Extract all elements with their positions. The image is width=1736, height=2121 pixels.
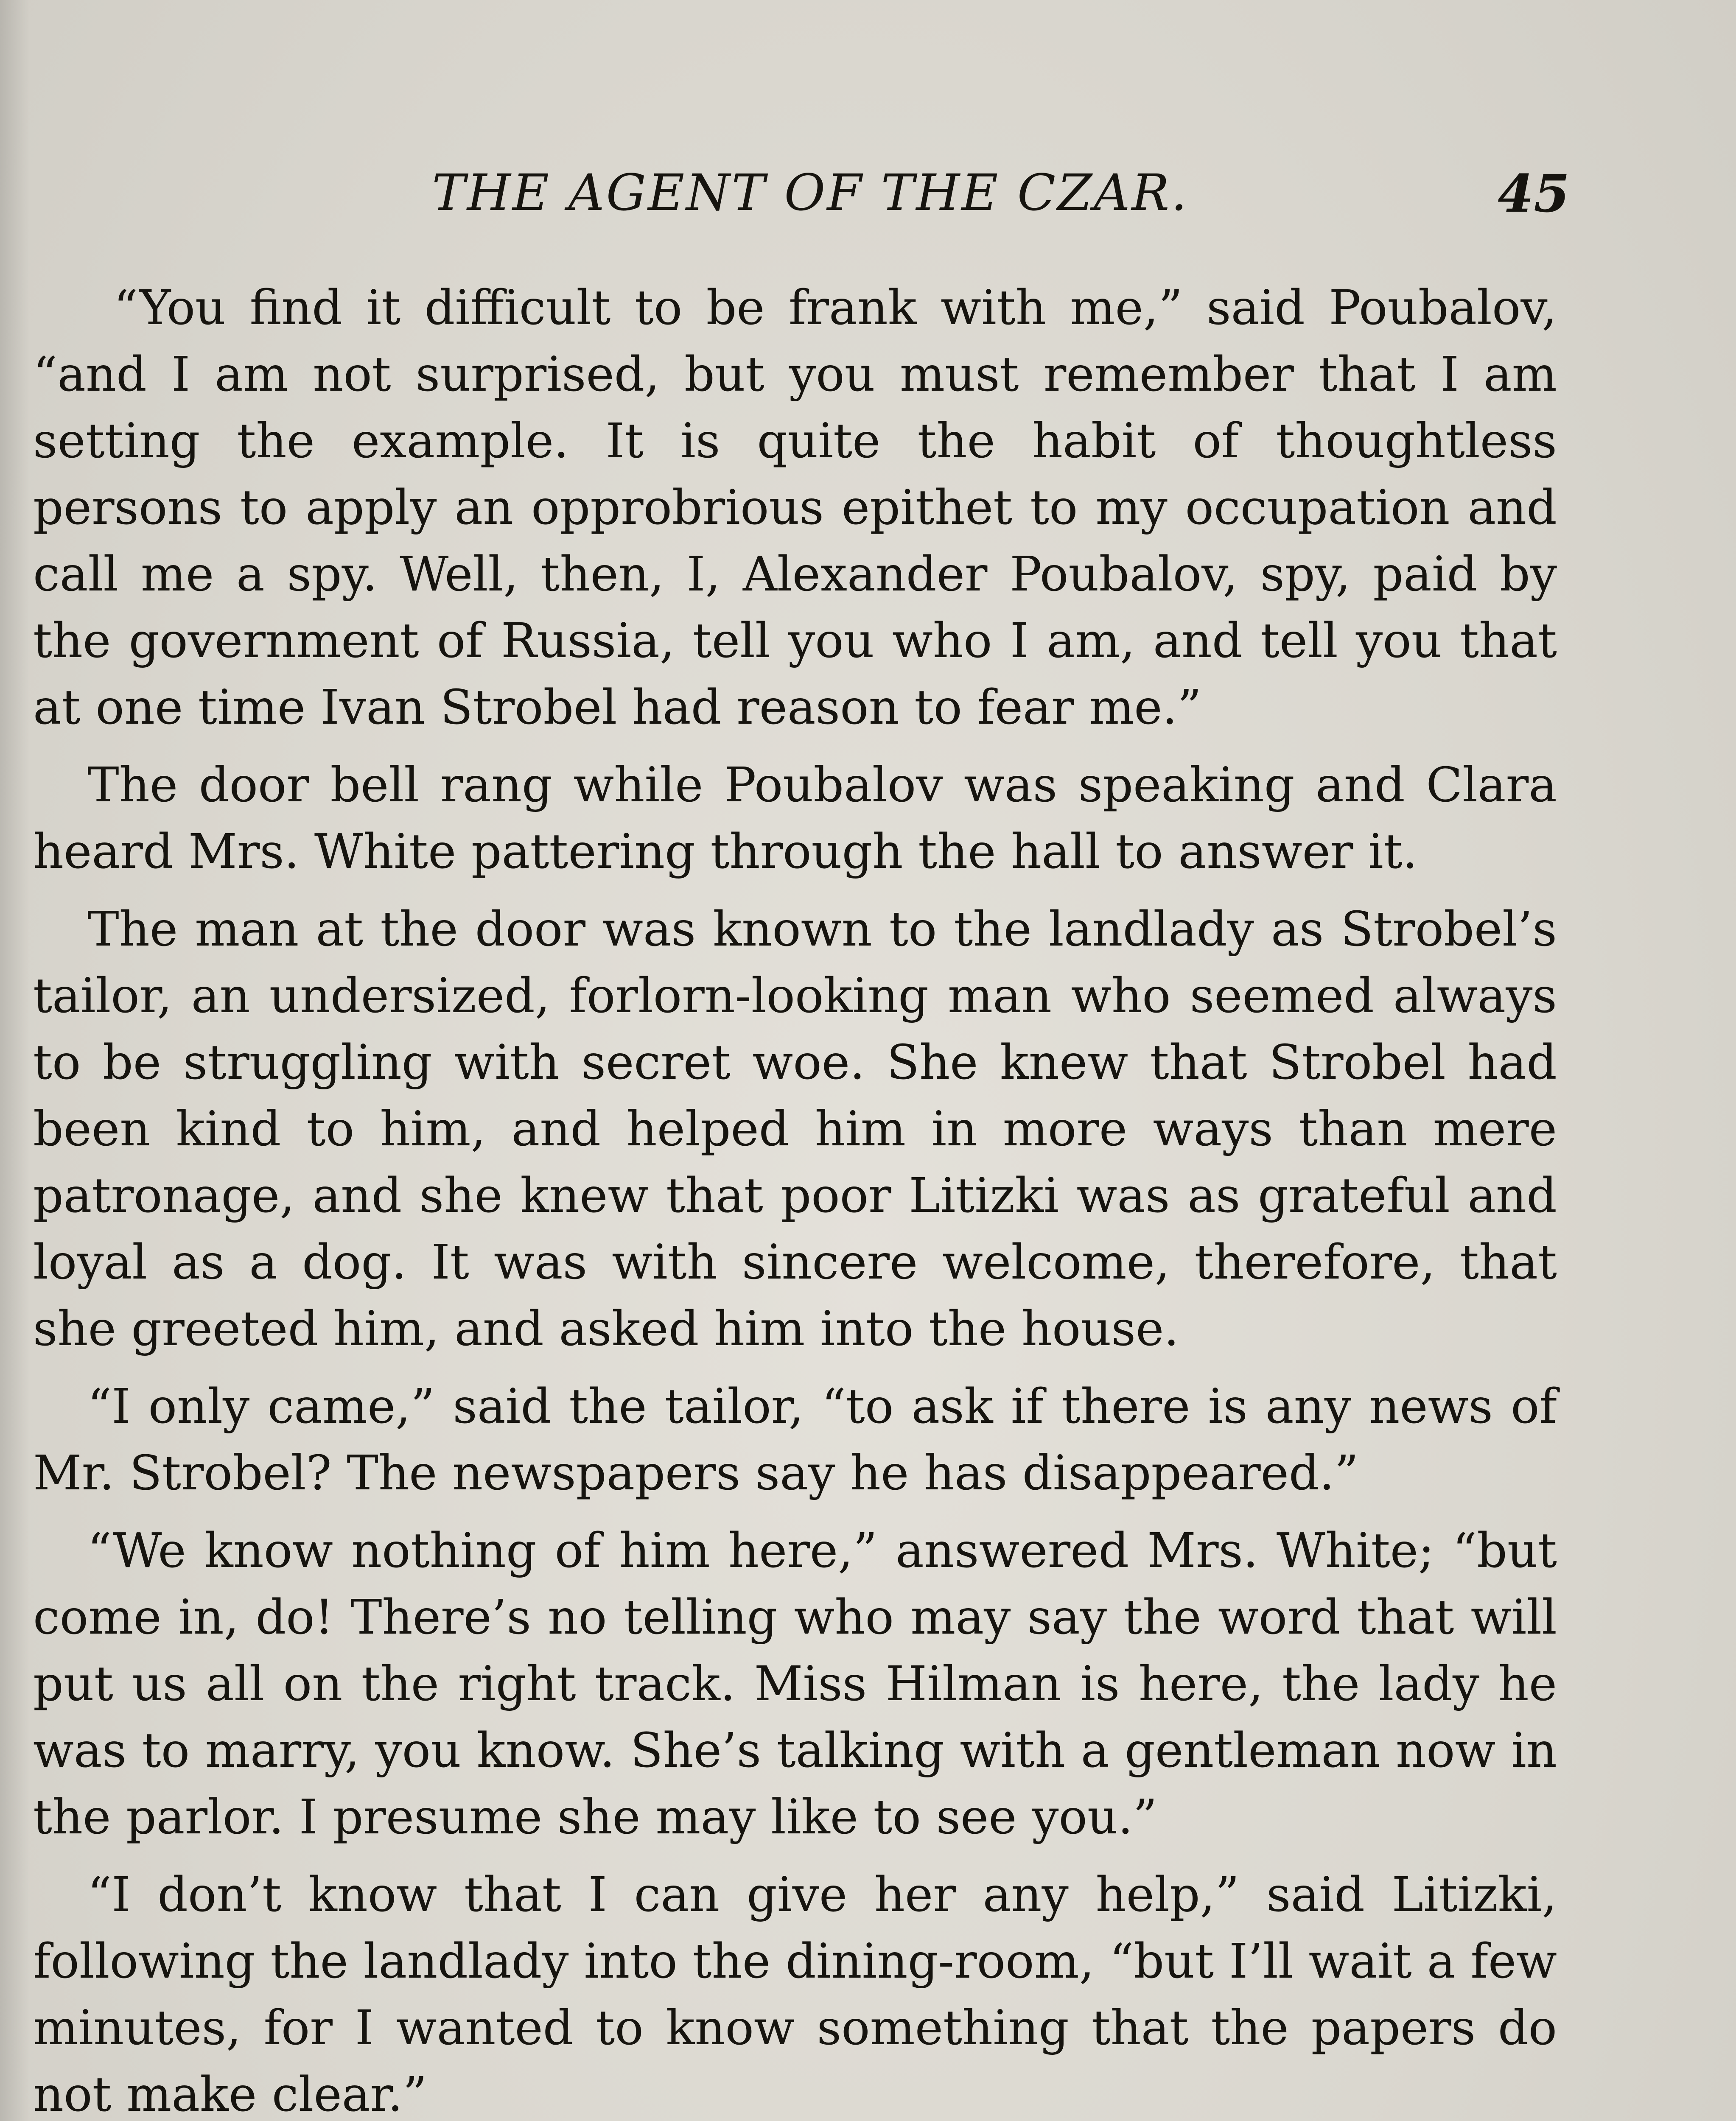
paragraph-3: The man at the door was known to the landlady as Strobel’s tailor, an undersized, forlorn-looking man who seemed always to be struggling with secret woe. She knew that Strobel had been kind to him, and helped him in more ways than mere patronage, and she knew that poor Litizki was as grateful and loyal as a dog. It was with sincere welcome, therefore, that she greeted him, and asked him into the house. xyxy=(33,902,1557,1357)
body-text xyxy=(33,275,1557,2121)
paragraph-4: “I only came,” said the tailor, “to ask if there is any news of Mr. Strobel? The newspapers say he has disappeared.” xyxy=(33,1379,1557,1501)
paragraph-6: “I don’t know that I can give her any help,” said Litizki, following the landlady into the dining-room, “but I’ll wait a few minutes, for I wanted to know something that the papers do not make clear.” xyxy=(33,1867,1557,2121)
running-title: THE AGENT OF THE CZAR. xyxy=(432,163,1189,222)
spine-shadow xyxy=(0,0,30,2121)
paragraph-1: “You find it difficult to be frank with me,” said Poubalov, “and I am not surprised, but you must remember that I am setting the example. It is quite the habit of thoughtless persons to apply an opprobrious epithet to my occupation and call me a spy. Well, then, I, Alexander Poubalov, spy, paid by the government of Russia, tell you who I am, and tell you that at one time Ivan Strobel had reason to fear me.” xyxy=(33,280,1557,735)
page-number: 45 xyxy=(1498,163,1570,224)
paragraph-5: “We know nothing of him here,” answered Mrs. White; “but come in, do! There’s no telling who may say the word that will put us all on the right track. Miss Hilman is here, the lady he was to marry, you know. She’s talking with a gentleman now in the parlor. I presume she may like to see you.” xyxy=(33,1523,1557,1845)
paragraph-2: The door bell rang while Poubalov was speaking and Clara heard Mrs. White pattering through the hall to answer it. xyxy=(33,758,1557,879)
